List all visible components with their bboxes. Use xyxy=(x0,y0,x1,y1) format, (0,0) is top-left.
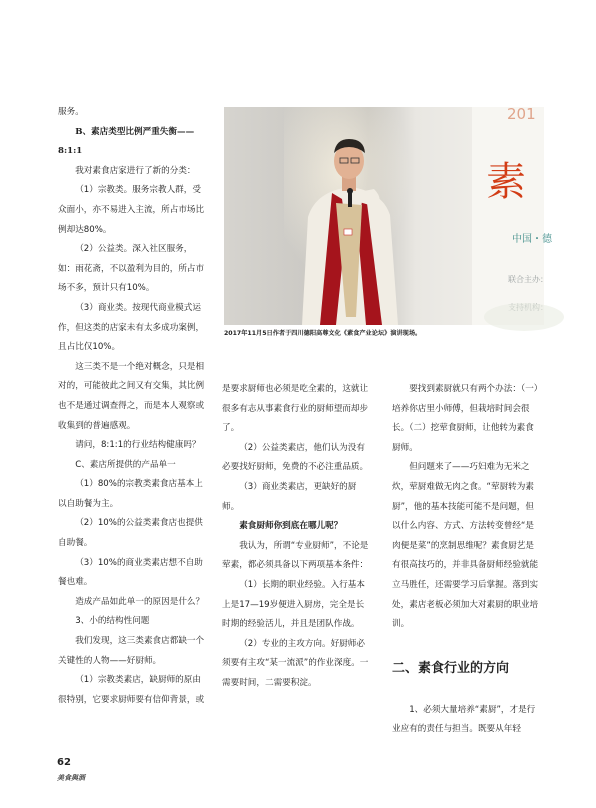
banner-character: 素 xyxy=(486,159,526,205)
paragraph: 要找到素厨就只有两个办法：（一）培养你店里小师傅，但栽培时间会很长。（二）挖荤食厨师，让他转为素食厨师。 xyxy=(392,384,539,453)
paragraph: （3）商业类素店，更缺好的厨师。 xyxy=(222,481,357,512)
paragraph: （1）宗教类素店，缺厨师的原由很特别，它要求厨师要有信仰背景，或 xyxy=(58,675,205,705)
subheading: 3、小的结构性问题 xyxy=(75,616,150,627)
paragraph: （2）公益类素店，他们认为没有必要找好厨师，免费的不必注重品质。 xyxy=(222,442,369,473)
paragraph: 请问，8:1:1的行业结构健康吗？ xyxy=(75,440,201,451)
text-column-3 xyxy=(392,380,541,740)
paragraph: 我们发现，这三类素食店都缺一个关键性的人物——好厨师。 xyxy=(58,636,205,666)
subheading: B、素店类型比例严重失衡——8:1:1 xyxy=(58,126,195,157)
paragraph: （2）公益类。深入社区服务，如：雨花斋，不以盈利为目的，所占市场不多，预计只有10%。 xyxy=(58,244,205,294)
paragraph: 服务。 xyxy=(58,107,84,117)
banner-line: 联合主办： xyxy=(508,275,548,284)
text-column-1 xyxy=(58,103,205,710)
photo-illustration xyxy=(224,105,552,325)
paragraph: （1）宗教类。服务宗教人群，受众面小，亦不易进入主流，所占市场比例却达80%。 xyxy=(58,185,205,235)
paragraph: 但问题来了——巧妇难为无米之炊，荤厨难做无肉之食。“荤厨转为素厨”，他的基本技能可能不是问题，但以什么内容、方式、方法转变曾经“是肉便是菜”的烹制思维呢？素食厨艺是有很高技巧的，并非具备厨师经验就能立马胜任，还需要学习后掌握。落到实处，素店老板必须加大对素厨的职业培训。 xyxy=(392,462,539,630)
text-column-2 xyxy=(222,380,371,694)
page-number: 62 xyxy=(57,757,71,768)
paragraph: （2）10%的公益类素食店也提供自助餐。 xyxy=(58,518,203,549)
paragraph: （3）10%的商业类素店想不自助餐也难。 xyxy=(58,557,203,588)
paragraph: 我认为，所谓“专业厨师”，不论是荤素，都必须具备以下两项基本条件： xyxy=(222,540,369,571)
paragraph: 这三类不是一个绝对概念，只是相对的，可能彼此之间又有交集，其比例也不是通过调查得之，而是本人观察或收集到的普遍感观。 xyxy=(58,361,205,431)
speaker-photo xyxy=(224,105,552,325)
banner xyxy=(472,107,544,325)
paragraph: （1）长期的职业经验。入行基本上是17—19岁便进入厨房，完全是长时期的经验活儿，并且是团队作战。 xyxy=(222,579,365,630)
subheading: C、素店所提供的产品单一 xyxy=(75,459,176,470)
paragraph: 1、必须大量培养“素厨”，才是行业应有的责任与担当。既要从年轻 xyxy=(392,704,536,735)
paragraph: （3）商业类。按现代商业模式运作，但这类的店家未有太多成功案例，且占比仅10%。 xyxy=(58,302,205,353)
banner-year: 201 xyxy=(507,105,536,123)
paragraph: 我对素食店家进行了新的分类： xyxy=(75,165,196,176)
photo-caption: 2017年11月5日作者于四川德阳高尊文化《素食产业论坛》演讲现场。 xyxy=(224,330,422,337)
subheading: 素食厨师你到底在哪儿呢？ xyxy=(239,521,343,532)
section-title: 二、素食行业的方向 xyxy=(392,660,510,676)
paragraph: 是要求厨师也必须是吃全素的，这就让很多有志从事素食行业的厨师望而却步了。 xyxy=(222,384,369,434)
paragraph: 造成产品如此单一的原因是什么？ xyxy=(75,596,205,607)
paragraph: （2）专业的主攻方向。好厨师必须要有主攻“某一流派”的作业深度。一需要时间，二需要积淀。 xyxy=(222,638,369,688)
paragraph: （1）80%的宗教类素食店基本上以自助餐为主。 xyxy=(58,479,203,509)
magazine-logo: 美食與酒 xyxy=(57,773,85,782)
banner-line: 中国・德 xyxy=(512,234,552,245)
